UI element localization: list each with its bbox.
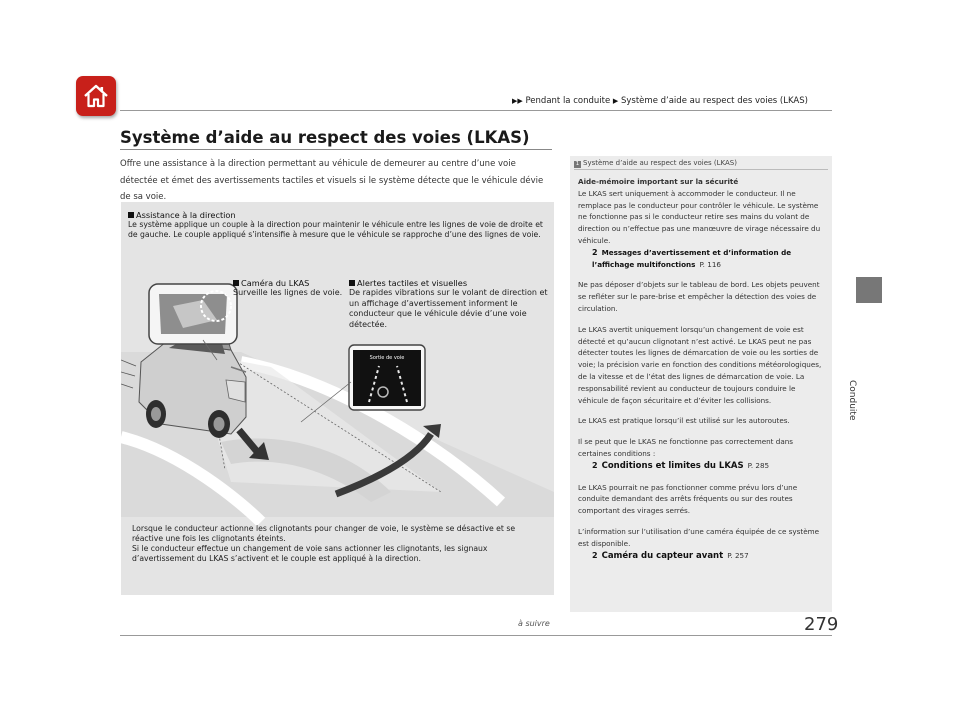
home-button[interactable] bbox=[76, 76, 116, 116]
ref-lkas-limits[interactable]: 2 Conditions et limites du LKAS P. 285 bbox=[592, 460, 770, 471]
note-p4: Le LKAS est pratique lorsqu’il est utilisé sur les autoroutes. bbox=[578, 416, 790, 426]
alerts-text: De rapides vibrations sur le volant de direction et un affichage d’avertissement informent le conducteur que le véhicule dévie d’une voie détectée. bbox=[349, 288, 548, 329]
title-divider bbox=[120, 149, 552, 150]
sidebar-divider bbox=[574, 169, 828, 170]
note-number-badge: 1 bbox=[575, 161, 580, 167]
sidebar-heading: 1 Système d’aide au respect des voies (LKAS) bbox=[575, 159, 737, 167]
alerts-heading: Alertes tactiles et visuelles bbox=[349, 278, 549, 288]
breadcrumb-arrow-icon: ▶▶ bbox=[512, 97, 523, 105]
page-number: 279 bbox=[804, 614, 839, 635]
ref-multi-display[interactable]: 2 Messages d’avertissement et d’information de l’affichage multifonctions P. 116 bbox=[592, 247, 792, 269]
note-p7: L’information sur l’utilisation d’une caméra équipée de ce système est disponible. bbox=[578, 526, 820, 548]
camera-heading: Caméra du LKAS bbox=[233, 278, 343, 288]
breadcrumb-arrow-icon: ▶ bbox=[612, 97, 619, 105]
assist-text: Le système applique un couple à la direction pour maintenir le véhicule entre les lignes de voie de droite et de gauche. Le couple appliqué s’intensifie à mesure que le véhicule se rapproche d’une des lignes de voie. bbox=[128, 220, 543, 239]
arrow-ref-icon: 2 bbox=[592, 247, 598, 257]
section-tab-label: Conduite bbox=[847, 380, 857, 421]
footer-divider bbox=[120, 635, 832, 636]
breadcrumb bbox=[512, 96, 808, 106]
safety-title: Aide-mémoire important sur la sécurité bbox=[578, 177, 739, 186]
note-p6: Le LKAS pourrait ne pas fonctionner comme prévu lors d’une conduite demandant des arrêts fréquents ou sur des routes comportant des virages serrés. bbox=[578, 482, 798, 516]
square-bullet-icon bbox=[349, 280, 355, 286]
turn-signal-text: Lorsque le conducteur actionne les clignotants pour changer de voie, le système se désactive et se réactive une fois les clignotants éteints. bbox=[132, 524, 516, 543]
home-icon bbox=[82, 82, 110, 110]
lane-change-text: Si le conducteur effectue un changement de voie sans actionner les clignotants, les signaux d’avertissement du LKAS s’activent et le couple est appliqué à la direction. bbox=[132, 544, 488, 563]
continued-label: à suivre bbox=[518, 619, 550, 628]
breadcrumb-link-driving[interactable]: Pendant la conduite bbox=[525, 96, 611, 106]
note-p3: Le LKAS avertit uniquement lorsqu’un changement de voie est détecté et qu’aucun clignotant n’est activé. Le LKAS peut ne pas détecter toutes les lignes de démarcation de voie ou les sorties de voie; la précision varie en fonction des conditions météorologiques, de la vitesse et de l’état des lignes de démarcation de voie. La responsabilité revient au conducteur de toujours conduire le véhicule de façon sécuritaire et d’éviter les collisions. bbox=[578, 324, 822, 405]
arrow-ref-icon: 2 bbox=[592, 460, 598, 470]
header-divider bbox=[120, 110, 832, 111]
breadcrumb-current: Système d’aide au respect des voies (LKAS) bbox=[621, 96, 808, 106]
intro-paragraph: Offre une assistance à la direction permettant au véhicule de demeurer au centre d’une voie détectée et émet des avertissements tactiles et visuels si le système détecte que le véhicule dévie de sa voie. bbox=[120, 159, 544, 202]
camera-text: Surveille les lignes de voie. bbox=[233, 288, 343, 297]
section-tab[interactable] bbox=[856, 277, 882, 303]
illustration-panel bbox=[121, 202, 554, 595]
page-title: Système d’aide au respect des voies (LKAS) bbox=[120, 128, 530, 147]
ref-front-camera[interactable]: 2 Caméra du capteur avant P. 257 bbox=[592, 550, 749, 561]
note-p5: Il se peut que le LKAS ne fonctionne pas correctement dans certaines conditions : bbox=[578, 437, 794, 458]
display-label: Sortie de voie bbox=[369, 355, 405, 361]
arrow-ref-icon: 2 bbox=[592, 550, 598, 560]
note-p2: Ne pas déposer d’objets sur le tableau de bord. Les objets peuvent se refléter sur le pare-brise et empêcher la détection des voies de circulation. bbox=[578, 280, 820, 313]
note-p1: Le LKAS sert uniquement à accommoder le conducteur. Il ne remplace pas le conducteur pour contrôler le véhicule. Le système ne fonctionne pas si le conducteur retire ses mains du volant de direction ou n’effectue pas une manœuvre de virage nécessaire du véhicule. bbox=[578, 188, 821, 245]
assist-heading: Assistance à la direction bbox=[128, 210, 552, 220]
square-bullet-icon bbox=[233, 280, 239, 286]
sidebar-notes bbox=[570, 156, 832, 612]
